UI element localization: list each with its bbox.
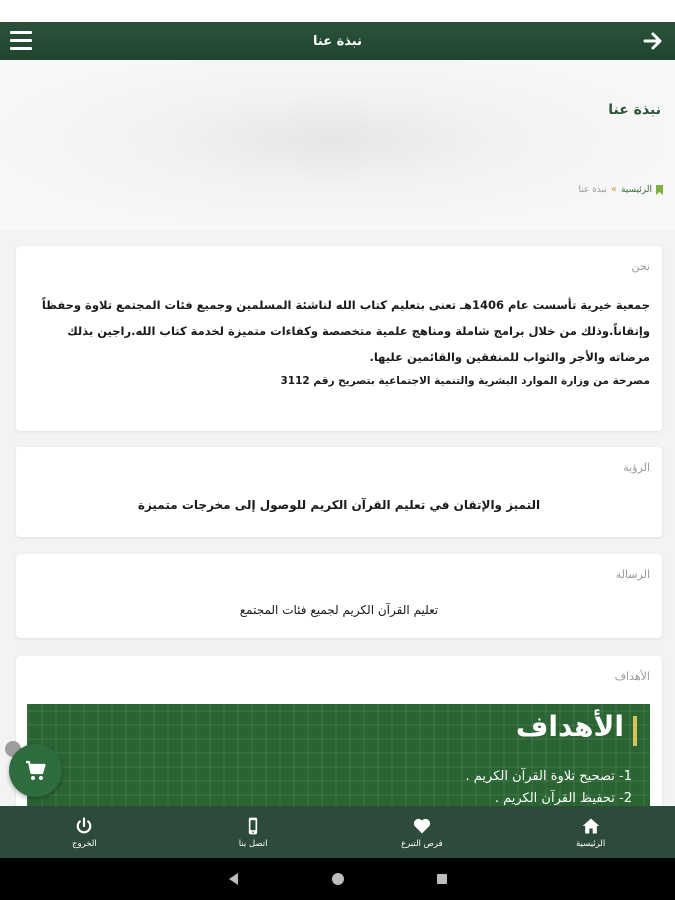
about-card (16, 246, 662, 431)
status-bar (0, 0, 675, 22)
back-arrow-icon[interactable] (641, 29, 665, 53)
cart-button[interactable] (9, 744, 62, 797)
vision-label: الرؤية (623, 461, 650, 474)
nav-donate[interactable] (338, 806, 507, 858)
app-title: نبذة عنا (313, 33, 362, 49)
power-icon (74, 816, 94, 836)
goal-item: 2- تحفيظ القرآن الكريم . (494, 791, 632, 806)
header-area (0, 60, 675, 230)
home-icon (581, 816, 601, 836)
breadcrumb-separator: » (610, 184, 617, 195)
about-text (28, 292, 650, 392)
goals-accent-bar (633, 716, 637, 746)
breadcrumb-current: نبذة عنا (578, 184, 607, 195)
goals-list (465, 766, 632, 810)
vision-text: التميز والإتقان في تعليم القرآن الكريم للوصول إلى مخرجات متميزة (137, 498, 541, 512)
nav-home-label: الرئيسية (575, 838, 606, 849)
nav-donate-label: فرص التبرع (401, 838, 443, 849)
nav-home[interactable] (506, 806, 675, 858)
system-back-icon[interactable] (226, 871, 242, 887)
about-label: نحن (631, 260, 650, 273)
app-bar (0, 22, 675, 60)
system-home-icon[interactable] (330, 871, 346, 887)
nav-contact-label: اتصل بنا (238, 838, 268, 849)
system-recents-icon[interactable] (434, 871, 450, 887)
goals-banner-title: الأهداف (515, 710, 624, 743)
nav-logout[interactable] (0, 806, 169, 858)
about-paragraph: جمعية خيرية تأسست عام 1406هـ تعنى بتعليم كتاب الله لناشئة المسلمين وجميع فئات المجتمع تلاوة وحفظاً وإتقاناً.وذلك من خلال برامج شاملة ومناهج علمية متخصصة وكفاءات متميزة لخدمة كتاب الله.راجين بذلك مرضاته والأجر والثواب للمنفقين والقائمين عليها. (41, 298, 650, 364)
goal-item: 1- تصحيح تلاوة القرآن الكريم . (465, 769, 632, 784)
system-nav-bar (0, 858, 675, 900)
goals-label: الأهداف (614, 670, 650, 683)
mission-text: تعليم القرآن الكريم لجميع فئات المجتمع (239, 603, 439, 617)
bookmark-icon (656, 185, 663, 195)
breadcrumb (579, 184, 663, 195)
cart-icon (24, 759, 48, 783)
goals-card (16, 656, 662, 816)
nav-contact[interactable] (169, 806, 338, 858)
vision-card (16, 447, 662, 537)
mission-card (16, 554, 662, 638)
breadcrumb-home-link[interactable]: الرئيسية (621, 184, 652, 195)
heart-icon (412, 816, 432, 836)
page-heading: نبذة عنا (608, 102, 661, 118)
mission-label: الرسالة (615, 568, 650, 581)
menu-icon[interactable] (10, 31, 32, 51)
nav-logout-label: الخروج (72, 838, 97, 849)
phone-icon (243, 816, 263, 836)
bottom-nav (0, 806, 675, 858)
about-license: مصرحة من وزارة الموارد البشرية والتنمية الاجتماعية بتصريح رقم 3112 (280, 375, 650, 387)
